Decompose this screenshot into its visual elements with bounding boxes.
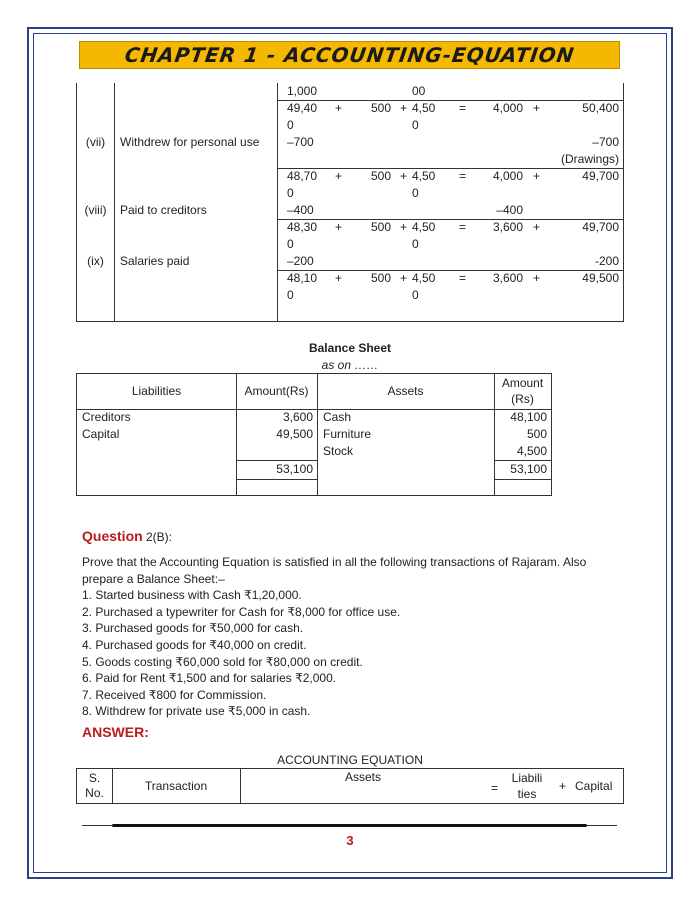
cell-furn: 500 (370, 169, 391, 183)
answer-label: ANSWER: (82, 724, 149, 740)
cell-cred: 4,000 (492, 101, 523, 115)
equals-sign: = (459, 169, 467, 183)
page-number: 3 (346, 833, 354, 848)
equals-sign: = (491, 781, 499, 795)
balance-sheet-table (76, 373, 552, 496)
plus-sign: + (533, 220, 541, 234)
cell-cap: (Drawings) (560, 152, 619, 166)
cell-furn: 500 (370, 101, 391, 115)
cell-transaction: Withdrew for personal use (120, 135, 260, 149)
asset-name: Furniture (323, 427, 372, 441)
cell-cash: 0 (287, 186, 294, 200)
asset-amount: 48,100 (510, 410, 547, 424)
assets-amount-header-2: (Rs) (511, 392, 534, 406)
cell-cash: 49,40 (287, 101, 318, 115)
question-body (82, 554, 622, 720)
sno-header: S. (88, 771, 101, 785)
assets-total: 53,100 (510, 462, 547, 476)
cell-no: (ix) (87, 254, 104, 268)
plus-sign: + (559, 779, 567, 793)
question-heading (82, 528, 172, 544)
cell-cash: 48,10 (287, 271, 318, 285)
cell-stock: 0 (412, 288, 419, 302)
liabilities-header: ties (517, 787, 537, 801)
cell-furn: 500 (370, 220, 391, 234)
transaction-header: Transaction (144, 779, 208, 793)
plus-sign: + (533, 169, 541, 183)
equals-sign: = (459, 220, 467, 234)
cell-cash: –200 (287, 254, 314, 268)
assets-header: Assets (387, 384, 424, 398)
cell-stock: 4,50 (412, 220, 436, 234)
plus-sign: + (400, 220, 408, 234)
plus-sign: + (400, 101, 408, 115)
cell-cap: 50,400 (582, 101, 619, 115)
cell-cash: 0 (287, 118, 294, 132)
plus-sign: + (335, 271, 343, 285)
asset-name: Stock (323, 444, 354, 458)
accounting-equation-title: ACCOUNTING EQUATION (277, 753, 423, 767)
cell-stock: 0 (412, 186, 419, 200)
question-item: 6. Paid for Rent ₹1,500 and for salaries ₹2,000. (82, 671, 337, 686)
cell-cash: 0 (287, 288, 294, 302)
liabilities-amount-header: Amount(Rs) (244, 384, 309, 398)
liabilities-header: Liabilities (131, 384, 182, 398)
cell-no: (vii) (85, 135, 106, 149)
plus-sign: + (533, 101, 541, 115)
assets-amount-header-1: Amount (501, 376, 544, 390)
cell-cap: -200 (594, 254, 619, 268)
plus-sign: + (335, 220, 343, 234)
question-intro: prepare a Balance Sheet:– (82, 571, 225, 586)
cell-cap: 49,700 (582, 169, 619, 183)
asset-name: Cash (323, 410, 352, 424)
cell-cash: 0 (287, 237, 294, 251)
cell-cred: 3,600 (492, 220, 523, 234)
question-label: Question (82, 528, 143, 544)
capital-header: Capital (575, 779, 613, 793)
cell-cap: –700 (592, 135, 619, 149)
question-number: 2(B): (142, 530, 173, 544)
cell-cred: 3,600 (492, 271, 523, 285)
cell-cred: –400 (496, 203, 523, 217)
asset-amount: 4,500 (516, 444, 547, 458)
balance-sheet-subtitle: as on …… (321, 358, 379, 372)
liability-amount: 49,500 (276, 427, 313, 441)
question-item: 7. Received ₹800 for Commission. (82, 687, 267, 702)
liabilities-header: Liabili (511, 771, 543, 785)
cell-cash: –700 (287, 135, 314, 149)
cell-stock: 4,50 (412, 271, 436, 285)
cell-stock: 0 (412, 118, 419, 132)
cell-transaction: Paid to creditors (120, 203, 207, 217)
question-item: 5. Goods costing ₹60,000 sold for ₹80,000 on credit. (82, 654, 363, 669)
cell-cred: 4,000 (492, 169, 523, 183)
liability-amount: 3,600 (282, 410, 313, 424)
cell-cash: –400 (287, 203, 314, 217)
liability-name: Capital (82, 427, 120, 441)
question-item: 2. Purchased a typewriter for Cash for ₹8,000 for office use. (82, 604, 401, 619)
plus-sign: + (400, 271, 408, 285)
cell-stock: 4,50 (412, 101, 436, 115)
plus-sign: + (400, 169, 408, 183)
cell-stock: 00 (412, 84, 426, 98)
cell-stock: 4,50 (412, 169, 436, 183)
cell-no: (viii) (84, 203, 107, 217)
question-item: 3. Purchased goods for ₹50,000 for cash. (82, 621, 304, 636)
plus-sign: + (335, 169, 343, 183)
footer-rule-thick (112, 824, 587, 827)
cell-cash: 48,70 (287, 169, 318, 183)
cell-cash: 1,000 (287, 84, 318, 98)
asset-amount: 500 (526, 427, 547, 441)
cell-stock: 0 (412, 237, 419, 251)
assets-header: Assets (344, 770, 381, 784)
balance-sheet-title: Balance Sheet (308, 341, 392, 355)
cell-cap: 49,500 (582, 271, 619, 285)
chapter-title: CHAPTER 1 - ACCOUNTING-EQUATION (123, 43, 576, 67)
continued-equation-table (76, 83, 624, 322)
cell-cap: 49,700 (582, 220, 619, 234)
question-item: 4. Purchased goods for ₹40,000 on credit. (82, 637, 307, 652)
cell-furn: 500 (370, 271, 391, 285)
sno-header: No. (85, 786, 104, 800)
cell-cash: 48,30 (287, 220, 318, 234)
chapter-banner (79, 41, 620, 69)
accounting-equation-header-table (76, 768, 624, 804)
question-item: 8. Withdrew for private use ₹5,000 in cash. (82, 704, 311, 719)
cell-transaction: Salaries paid (120, 254, 190, 268)
liability-name: Creditors (82, 410, 131, 424)
liabilities-total: 53,100 (276, 462, 313, 476)
equals-sign: = (459, 271, 467, 285)
question-item: 1. Started business with Cash ₹1,20,000. (82, 588, 302, 603)
question-intro: Prove that the Accounting Equation is satisfied in all the following transactions of Rajaram. Also (82, 555, 587, 569)
equals-sign: = (459, 101, 467, 115)
plus-sign: + (335, 101, 343, 115)
plus-sign: + (533, 271, 541, 285)
